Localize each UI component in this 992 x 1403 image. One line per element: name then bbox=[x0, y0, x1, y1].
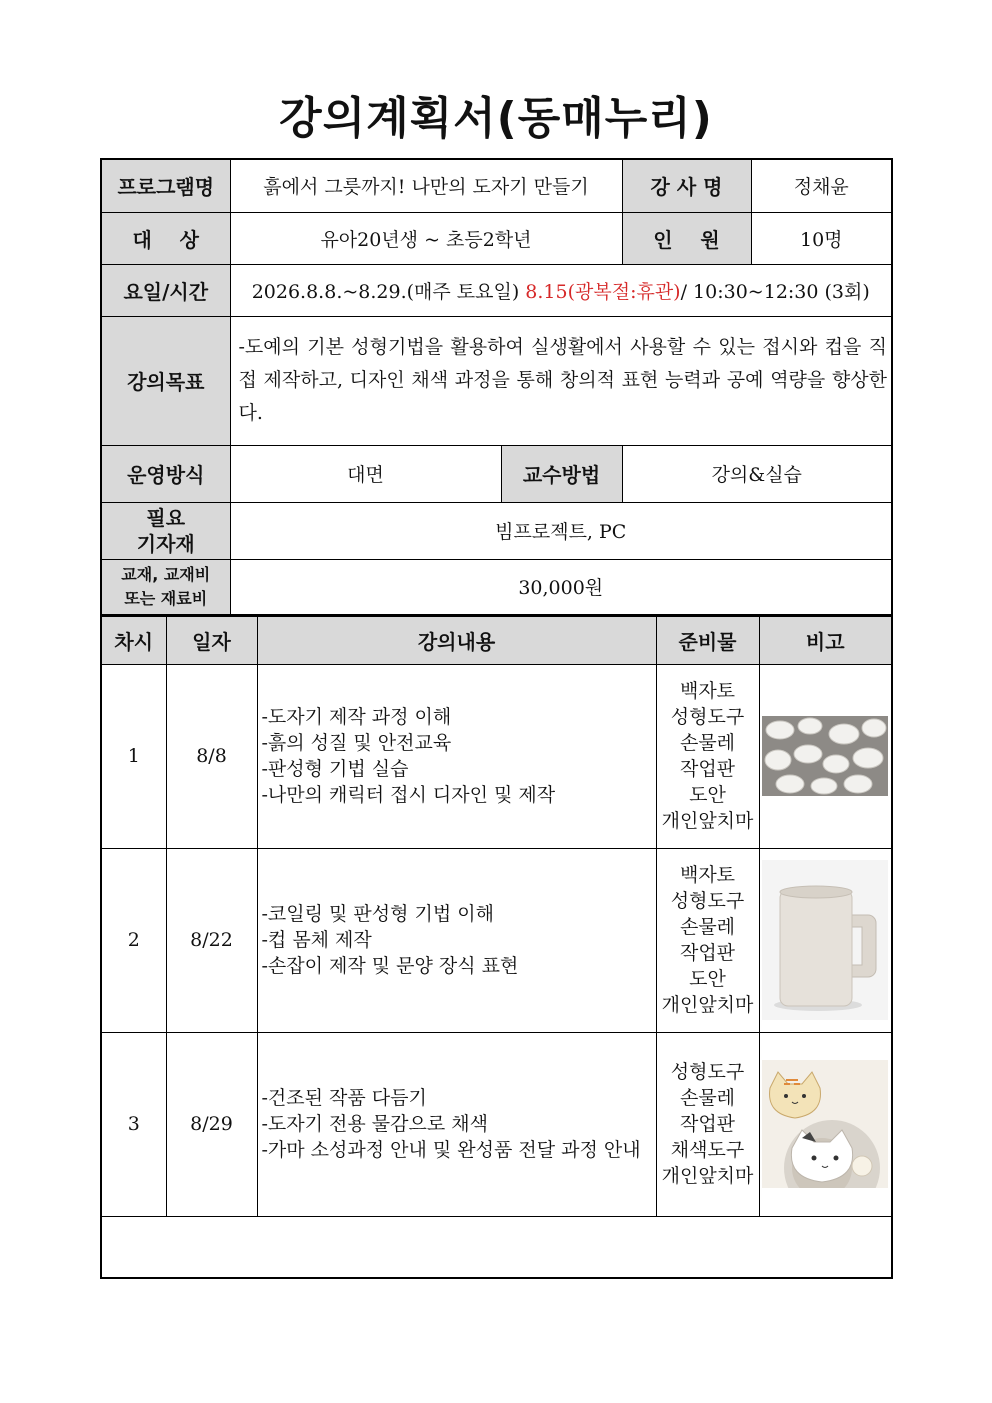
session-date: 8/8 bbox=[166, 664, 257, 848]
remarks-cell bbox=[759, 664, 892, 848]
instructor-label: 강 사 명 bbox=[622, 159, 751, 212]
content-item: -가마 소성과정 안내 및 완성품 전달 과정 안내 bbox=[261, 1139, 641, 1161]
mode-label: 운영방식 bbox=[101, 445, 230, 502]
session-content bbox=[257, 664, 656, 848]
equip-label-line1: 필요 bbox=[146, 505, 186, 530]
table-row bbox=[101, 664, 892, 848]
table-row bbox=[101, 1032, 892, 1216]
material-item: 개인앞치마 bbox=[661, 810, 754, 832]
material-item: 손물레 bbox=[679, 732, 736, 754]
content-item: -판성형 기법 실습 bbox=[261, 758, 409, 780]
method-label: 교수방법 bbox=[501, 445, 622, 502]
content-item: -도자기 제작 과정 이해 bbox=[261, 706, 452, 728]
mode-value: 대면 bbox=[230, 445, 501, 502]
cost-value: 30,000원 bbox=[230, 559, 892, 615]
equip-label bbox=[101, 502, 230, 559]
material-item: 개인앞치마 bbox=[661, 1165, 754, 1187]
remarks-cell bbox=[759, 848, 892, 1032]
time-period: 2026.8.8.~8.29.(매주 토요일) bbox=[251, 280, 526, 303]
cost-label bbox=[101, 559, 230, 615]
page-title: 강의계획서(동매누리) bbox=[279, 93, 713, 144]
time-hours: / 10:30~12:30 (3회) bbox=[680, 280, 870, 303]
material-item: 성형도구 bbox=[670, 706, 745, 728]
session-content bbox=[257, 848, 656, 1032]
content-item: -컵 몸체 제작 bbox=[261, 929, 372, 951]
material-item: 작업판 bbox=[679, 942, 736, 964]
people-value: 10명 bbox=[751, 212, 892, 264]
content-item: -코일링 및 판성형 기법 이해 bbox=[261, 903, 494, 925]
empty-cell bbox=[101, 1216, 892, 1278]
instructor-value: 정채윤 bbox=[751, 159, 892, 212]
cost-label-line2: 또는 재료비 bbox=[124, 588, 208, 608]
content-item: -건조된 작품 다듬기 bbox=[261, 1087, 427, 1109]
equip-label-line2: 기자재 bbox=[136, 531, 195, 556]
equip-value: 빔프로젝트, PC bbox=[230, 502, 892, 559]
header-remarks: 비고 bbox=[759, 616, 892, 664]
cat-plates-photo bbox=[762, 1060, 888, 1188]
material-item: 백자토 bbox=[679, 680, 736, 702]
remarks-cell bbox=[759, 1032, 892, 1216]
session-materials bbox=[656, 848, 759, 1032]
program-value: 흙에서 그릇까지! 나만의 도자기 만들기 bbox=[230, 159, 622, 212]
session-materials bbox=[656, 664, 759, 848]
session-content bbox=[257, 1032, 656, 1216]
session-number: 2 bbox=[101, 848, 166, 1032]
program-label: 프로그램명 bbox=[101, 159, 230, 212]
content-item: -나만의 캐릭터 접시 디자인 및 제작 bbox=[261, 784, 556, 806]
material-item: 채색도구 bbox=[670, 1139, 745, 1161]
people-label: 인 원 bbox=[622, 212, 751, 264]
target-value: 유아20년생 ~ 초등2학년 bbox=[230, 212, 622, 264]
target-label: 대 상 bbox=[101, 212, 230, 264]
session-number: 1 bbox=[101, 664, 166, 848]
method-value: 강의&실습 bbox=[622, 445, 892, 502]
material-item: 성형도구 bbox=[670, 1061, 745, 1083]
content-item: -도자기 전용 물감으로 채색 bbox=[261, 1113, 488, 1135]
material-item: 작업판 bbox=[679, 758, 736, 780]
session-date: 8/22 bbox=[166, 848, 257, 1032]
schedule-table bbox=[100, 615, 893, 1279]
plates-photo bbox=[762, 716, 888, 796]
cost-label-line1: 교재, 교재비 bbox=[121, 564, 211, 584]
material-item: 작업판 bbox=[679, 1113, 736, 1135]
goal-value: -도예의 기본 성형기법을 활용하여 실생활에서 사용할 수 있는 접시와 컵을 직접 제작하고, 디자인 채색 과정을 통해 창의적 표현 능력과 공예 역량을 향상한다. bbox=[230, 316, 892, 445]
empty-row bbox=[101, 1216, 892, 1278]
info-table bbox=[100, 158, 893, 616]
content-item: -흙의 성질 및 안전교육 bbox=[261, 732, 452, 754]
header-content: 강의내용 bbox=[257, 616, 656, 664]
table-row bbox=[101, 848, 892, 1032]
time-label: 요일/시간 bbox=[101, 264, 230, 316]
content-item: -손잡이 제작 및 문양 장식 표현 bbox=[261, 955, 519, 977]
material-item: 도안 bbox=[689, 968, 726, 990]
session-date: 8/29 bbox=[166, 1032, 257, 1216]
header-session: 차시 bbox=[101, 616, 166, 664]
session-materials bbox=[656, 1032, 759, 1216]
header-date: 일자 bbox=[166, 616, 257, 664]
holiday-note: 8.15(광복절:휴관) bbox=[525, 280, 681, 303]
material-item: 도안 bbox=[689, 784, 726, 806]
material-item: 손물레 bbox=[679, 916, 736, 938]
material-item: 손물레 bbox=[679, 1087, 736, 1109]
material-item: 개인앞치마 bbox=[661, 994, 754, 1016]
time-value bbox=[230, 264, 892, 316]
session-number: 3 bbox=[101, 1032, 166, 1216]
mug-photo bbox=[762, 860, 888, 1020]
material-item: 백자토 bbox=[679, 864, 736, 886]
material-item: 성형도구 bbox=[670, 890, 745, 912]
header-materials: 준비물 bbox=[656, 616, 759, 664]
goal-label: 강의목표 bbox=[101, 316, 230, 445]
